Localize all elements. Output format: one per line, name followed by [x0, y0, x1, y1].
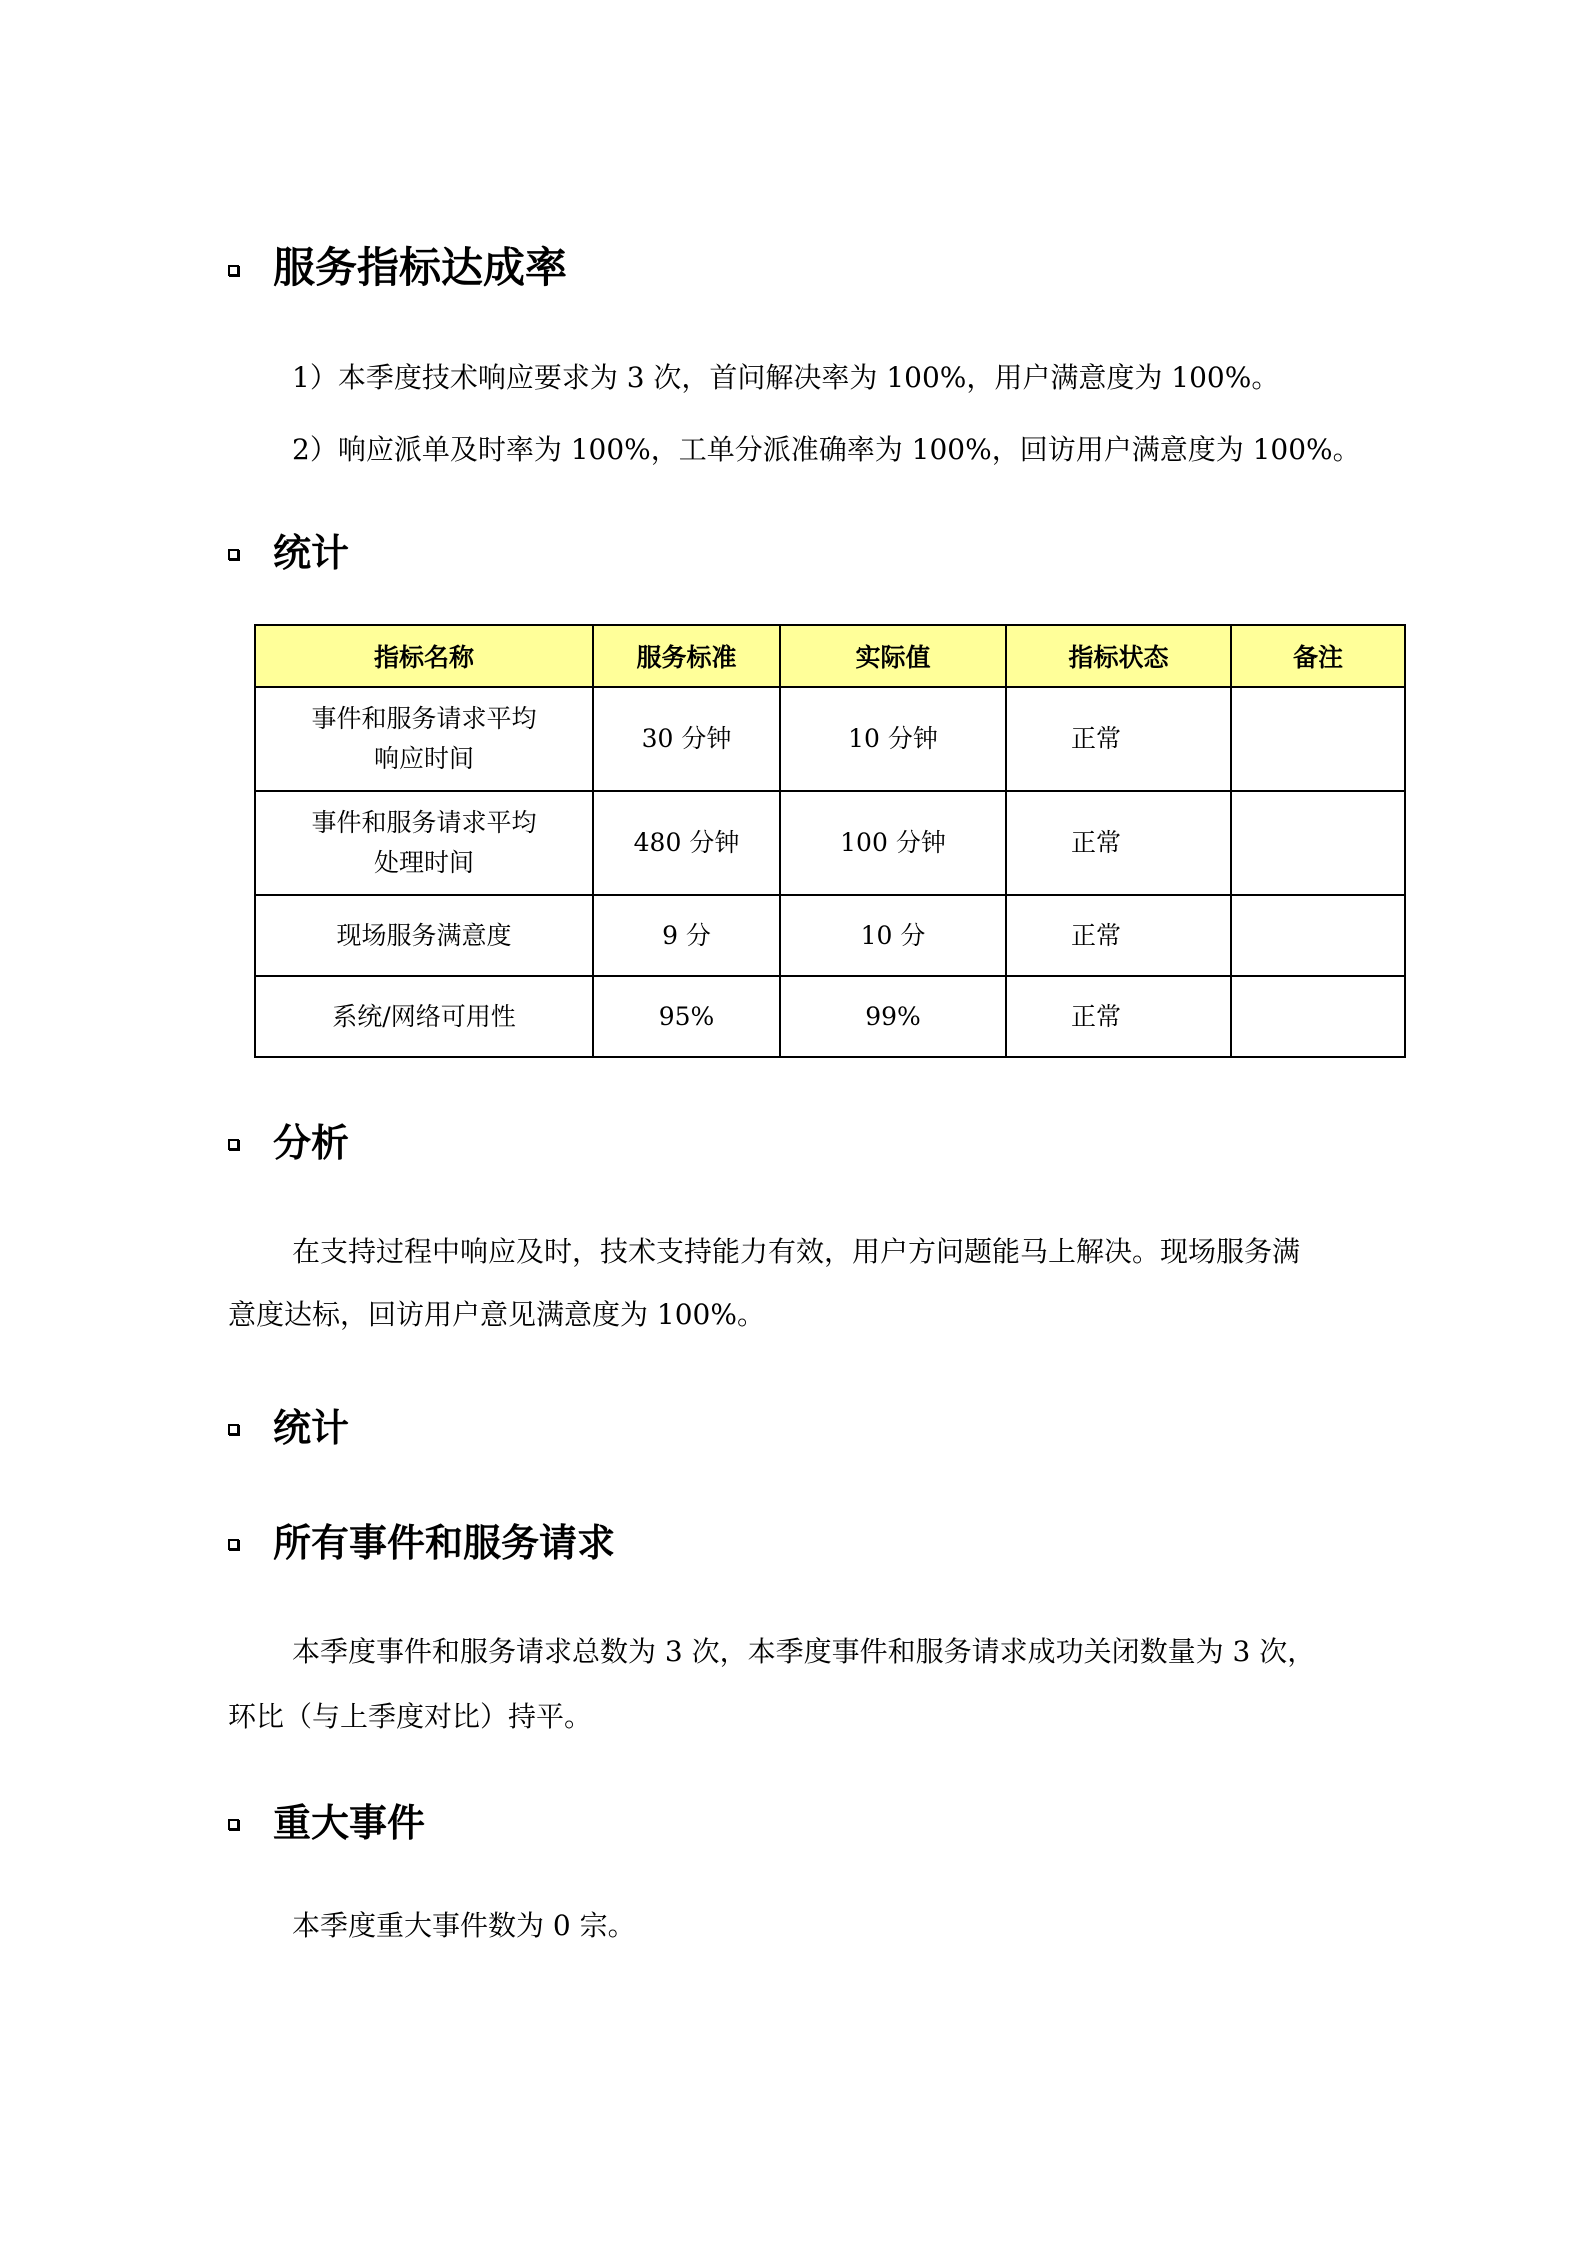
- section-heading-service-kpi: [228, 235, 567, 295]
- heading-text: 分析: [273, 1121, 350, 1165]
- metric-name-line-1: 事件和服务请求平均: [311, 704, 537, 733]
- major-incidents-paragraph: 本季度重大事件数为 0 宗。: [292, 1909, 636, 1942]
- cell-actual-value: 10 分: [780, 895, 1006, 976]
- column-header-service-standard: 服务标准: [593, 625, 780, 687]
- cell-actual-value: 10 分钟: [780, 687, 1006, 791]
- cell-remark: [1231, 895, 1405, 976]
- cell-metric-status: 正常: [1006, 895, 1231, 976]
- section-heading-analysis: [228, 1112, 349, 1167]
- column-header-remark: 备注: [1231, 625, 1405, 687]
- cell-actual-value: 100 分钟: [780, 791, 1006, 895]
- cell-remark: [1231, 976, 1405, 1057]
- column-header-metric-name: 指标名称: [255, 625, 593, 687]
- metric-name-line-1: 系统/网络可用性: [332, 1001, 516, 1031]
- cell-service-standard: 480 分钟: [593, 791, 780, 895]
- heading-text: 统计: [273, 1406, 350, 1450]
- table-row: [255, 895, 1405, 976]
- cell-metric-name: [255, 687, 593, 791]
- section-heading-all-requests: [228, 1512, 615, 1567]
- heading-text: 服务指标达成率: [273, 243, 568, 292]
- metric-name-line-2: 响应时间: [373, 744, 474, 773]
- cell-metric-status: 正常: [1006, 976, 1231, 1057]
- table-row: [255, 687, 1405, 791]
- square-bullet-icon: [228, 1539, 239, 1550]
- square-bullet-icon: [228, 1819, 239, 1830]
- square-bullet-icon: [228, 549, 239, 560]
- metric-name-line-1: 现场服务满意度: [336, 920, 512, 950]
- cell-service-standard: 9 分: [593, 895, 780, 976]
- column-header-metric-status: 指标状态: [1006, 625, 1231, 687]
- square-bullet-icon: [228, 1424, 239, 1435]
- heading-text: 统计: [273, 531, 350, 575]
- kpi-paragraph-1: 1）本季度技术响应要求为 3 次，首问解决率为 100%，用户满意度为 100%。: [292, 361, 1280, 394]
- column-header-actual-value: 实际值: [780, 625, 1006, 687]
- metric-name-line-2: 处理时间: [373, 848, 474, 877]
- section-heading-major-incidents: [228, 1792, 425, 1847]
- metric-name-line-1: 事件和服务请求平均: [311, 808, 537, 837]
- cell-remark: [1231, 687, 1405, 791]
- cell-service-standard: 95%: [593, 976, 780, 1057]
- requests-paragraph-line-1: 本季度事件和服务请求总数为 3 次，本季度事件和服务请求成功关闭数量为 3 次，: [292, 1635, 1316, 1668]
- cell-remark: [1231, 791, 1405, 895]
- kpi-paragraph-2: 2）响应派单及时率为 100%，工单分派准确率为 100%，回访用户满意度为 100%。: [292, 433, 1361, 466]
- square-bullet-icon: [228, 1139, 239, 1150]
- table-header-row: [255, 625, 1405, 687]
- table-row: [255, 791, 1405, 895]
- cell-metric-name: [255, 976, 593, 1057]
- analysis-paragraph-line-1: 在支持过程中响应及时，技术支持能力有效，用户方问题能马上解决。现场服务满: [292, 1235, 1301, 1268]
- analysis-paragraph-line-2: 意度达标，回访用户意见满意度为 100%。: [228, 1298, 765, 1331]
- section-heading-statistics-2: [228, 1397, 349, 1452]
- cell-metric-status: 正常: [1006, 791, 1231, 895]
- table-row: [255, 976, 1405, 1057]
- heading-text: 所有事件和服务请求: [273, 1521, 616, 1565]
- section-heading-statistics: [228, 522, 349, 577]
- cell-metric-status: 正常: [1006, 687, 1231, 791]
- square-bullet-icon: [228, 265, 239, 276]
- cell-metric-name: [255, 791, 593, 895]
- cell-actual-value: 99%: [780, 976, 1006, 1057]
- requests-paragraph-line-2: 环比（与上季度对比）持平。: [228, 1700, 593, 1733]
- heading-text: 重大事件: [273, 1801, 426, 1845]
- cell-service-standard: 30 分钟: [593, 687, 780, 791]
- metrics-table: [254, 624, 1406, 1058]
- cell-metric-name: [255, 895, 593, 976]
